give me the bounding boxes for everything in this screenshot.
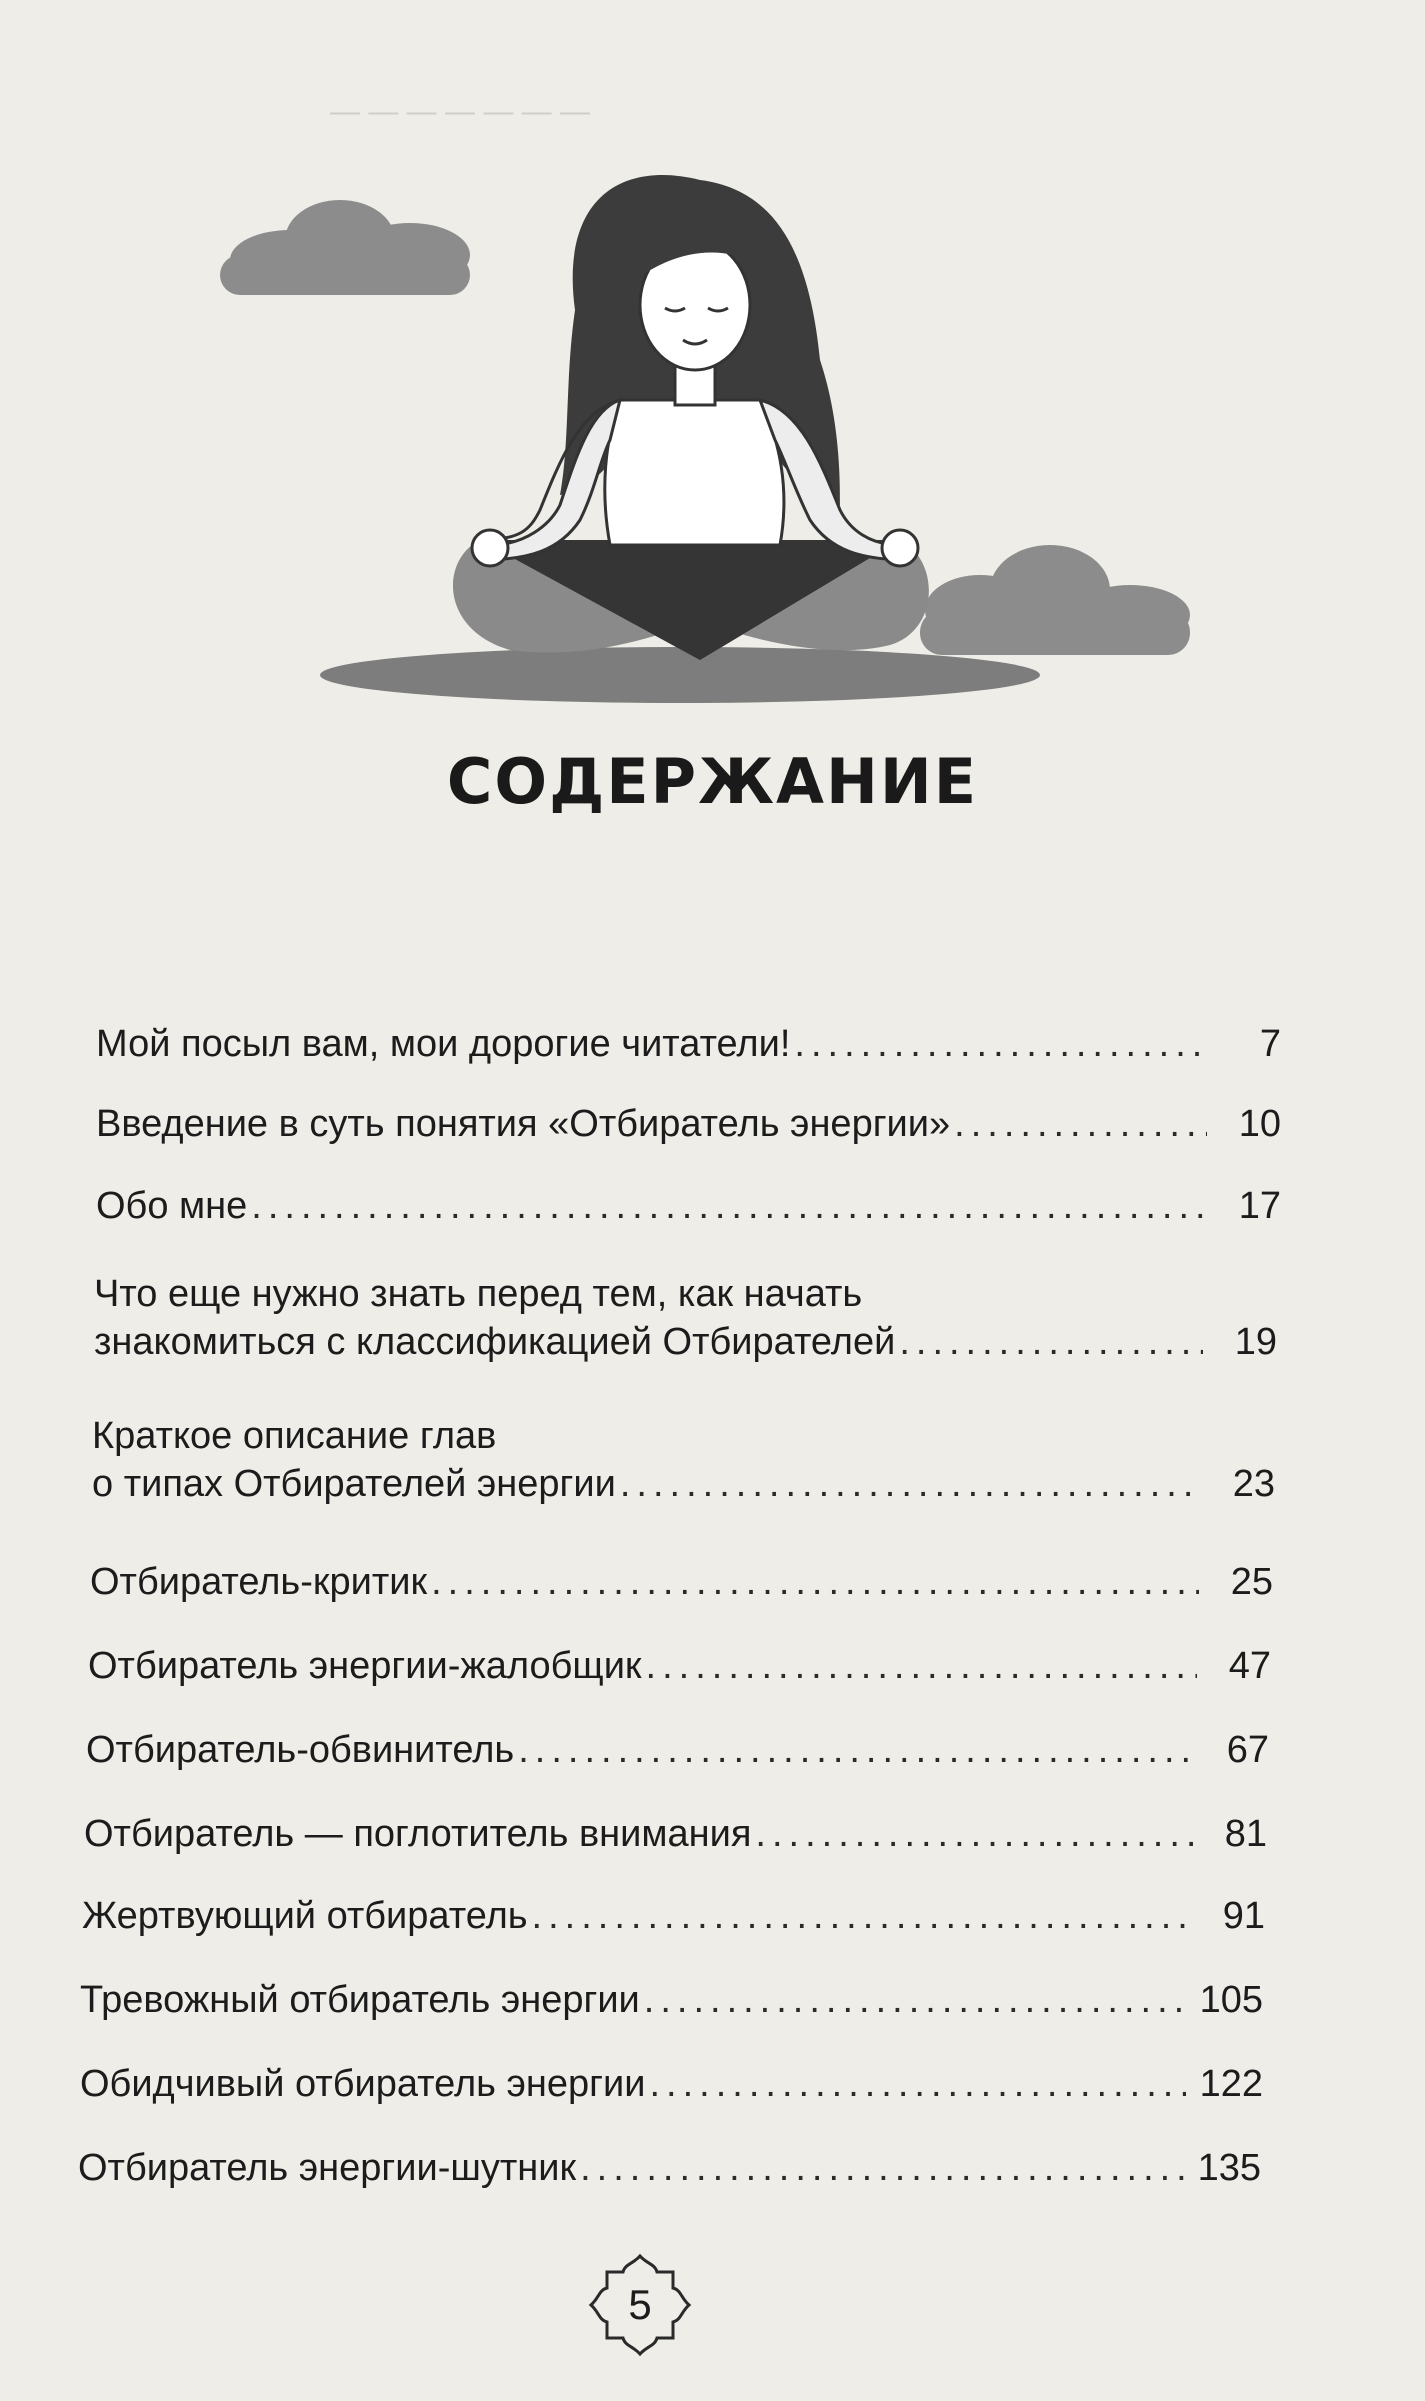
toc-title: СОДЕРЖАНИЕ xyxy=(446,745,979,818)
toc-entry-title: Тревожный отбиратель энергии xyxy=(80,1979,640,2021)
toc-entry-page: 135 xyxy=(1197,2147,1261,2189)
toc-entry-page: 122 xyxy=(1199,2063,1263,2105)
page-number-badge xyxy=(585,2250,695,2360)
dot-leader xyxy=(646,1642,1197,1690)
toc-entry[interactable] xyxy=(82,1892,1265,1940)
dot-leader xyxy=(431,1558,1199,1606)
toc-entry-page: 67 xyxy=(1226,1729,1269,1771)
toc-entry-title: Отбиратель-критик xyxy=(90,1561,428,1603)
toc-entry[interactable] xyxy=(90,1558,1273,1606)
toc-entry-page: 105 xyxy=(1199,1979,1263,2021)
toc-entry-title-line1: Что еще нужно знать перед тем, как начать xyxy=(94,1273,863,1315)
toc-entry-title: знакомиться с классификацией Отбирателей xyxy=(94,1321,896,1363)
toc-entry[interactable] xyxy=(96,1182,1281,1230)
dot-leader xyxy=(518,1726,1195,1774)
toc-entry[interactable] xyxy=(96,1020,1281,1068)
toc-entry[interactable] xyxy=(88,1642,1271,1690)
toc-entry-title: Обидчивый отбиратель энергии xyxy=(80,2063,646,2105)
toc-entry[interactable] xyxy=(96,1100,1281,1148)
toc-entry-page: 25 xyxy=(1230,1561,1273,1603)
toc-entry-title: Жертвующий отбиратель xyxy=(82,1895,528,1937)
bleed-through-text: — — — — — — — xyxy=(330,95,591,128)
toc-entry-page: 91 xyxy=(1222,1895,1265,1937)
toc-entry[interactable] xyxy=(92,1412,1275,1508)
toc-entry-page: 19 xyxy=(1234,1321,1277,1363)
page-number: 5 xyxy=(628,2281,652,2328)
toc-entry[interactable] xyxy=(86,1726,1269,1774)
toc-entry-title: Обо мне xyxy=(96,1185,248,1227)
toc-entry-title: Введение в суть понятия «Отбиратель энергии» xyxy=(96,1103,951,1145)
dot-leader xyxy=(580,2144,1183,2192)
dot-leader xyxy=(954,1100,1207,1148)
toc-entry-title: Отбиратель — поглотитель внимания xyxy=(84,1813,752,1855)
toc-entry-page: 7 xyxy=(1259,1023,1281,1065)
toc-entry[interactable] xyxy=(80,2060,1263,2108)
toc-entry-title: Отбиратель-обвинитель xyxy=(86,1729,515,1771)
toc-entry-title: о типах Отбирателей энергии xyxy=(92,1463,616,1505)
dot-leader xyxy=(899,1318,1203,1366)
toc-entry[interactable] xyxy=(84,1810,1267,1858)
toc-entry[interactable] xyxy=(78,2144,1261,2192)
toc-entry-title: Отбиратель энергии-жалобщик xyxy=(88,1645,642,1687)
dot-leader xyxy=(620,1460,1201,1508)
dot-leader xyxy=(644,1976,1186,2024)
dot-leader xyxy=(251,1182,1207,1230)
toc-entry-page: 10 xyxy=(1238,1103,1281,1145)
toc-entry-title: Отбиратель энергии-шутник xyxy=(78,2147,577,2189)
toc-entry-title: Мой посыл вам, мои дорогие читатели! xyxy=(96,1023,791,1065)
dot-leader xyxy=(650,2060,1186,2108)
toc-entry-page: 23 xyxy=(1232,1463,1275,1505)
toc-entry[interactable] xyxy=(80,1976,1263,2024)
toc-entry-page: 17 xyxy=(1238,1185,1281,1227)
toc-entry-page: 81 xyxy=(1224,1813,1267,1855)
toc-entry[interactable] xyxy=(94,1270,1277,1366)
toc-entry-title-line1: Краткое описание глав xyxy=(92,1415,497,1457)
dot-leader xyxy=(794,1020,1207,1068)
toc-entry-page: 47 xyxy=(1228,1645,1271,1687)
dot-leader xyxy=(532,1892,1191,1940)
dot-leader xyxy=(755,1810,1193,1858)
